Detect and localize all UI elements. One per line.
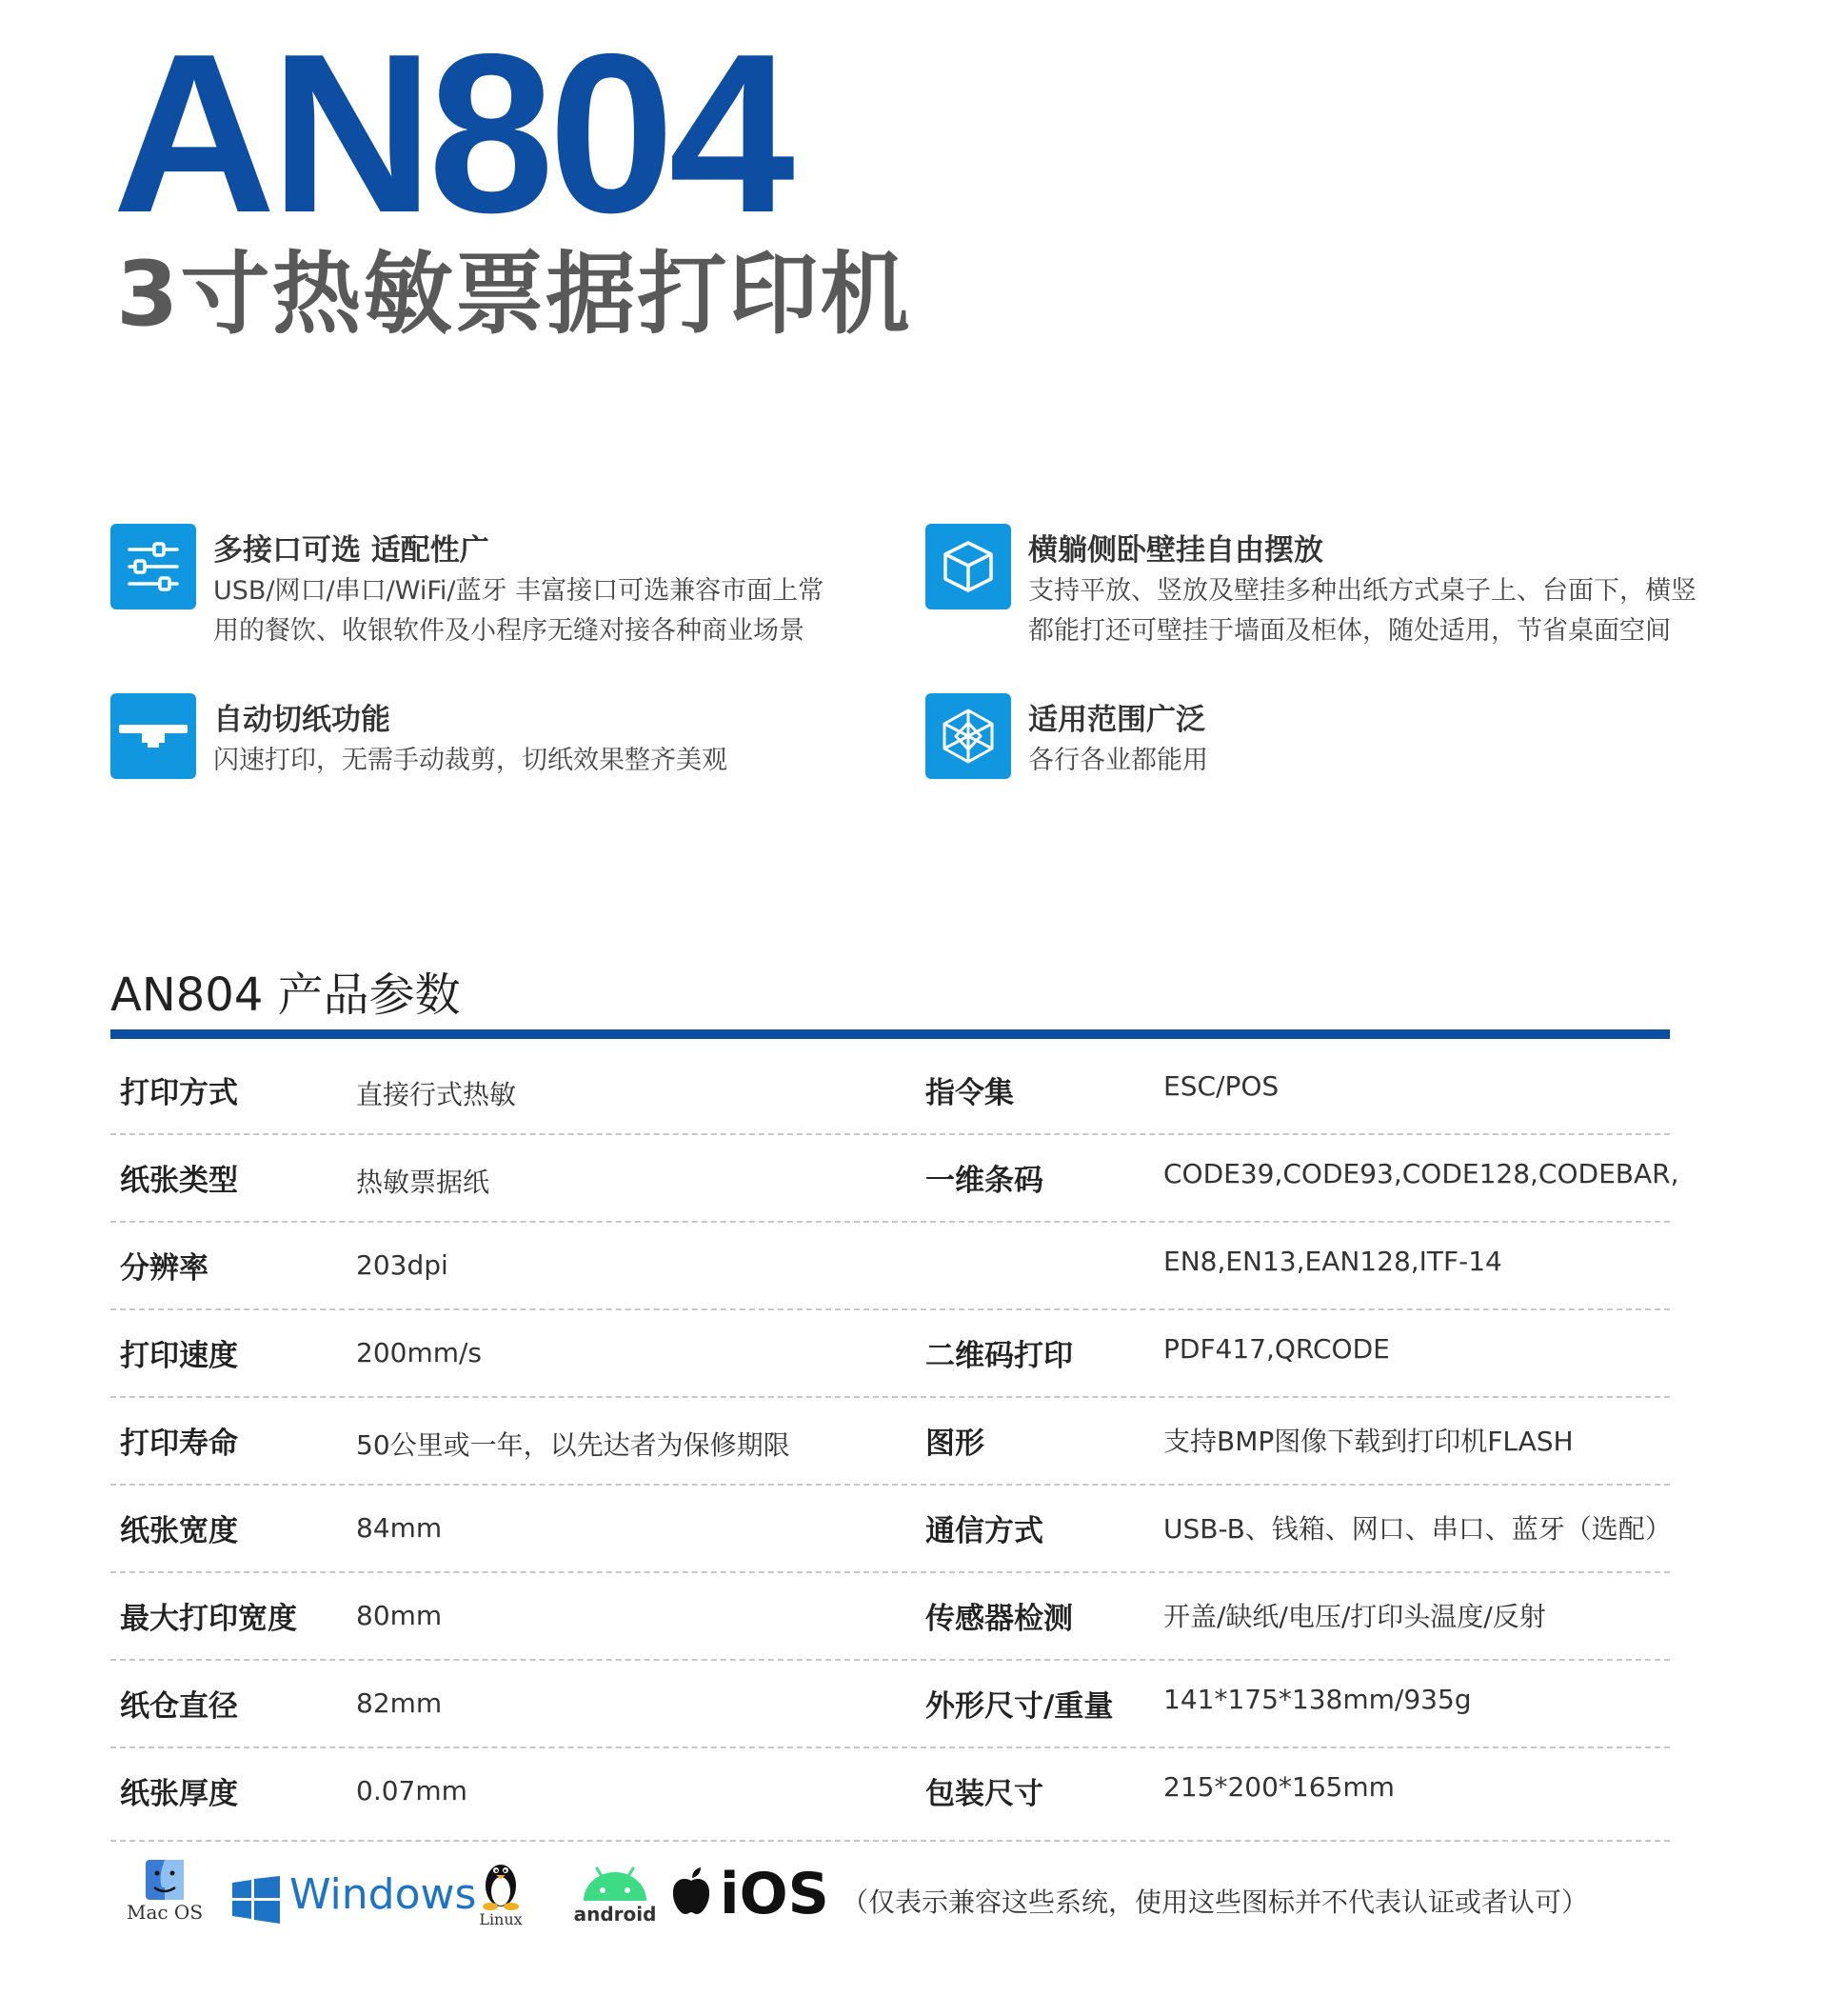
feature-desc-line: 闪速打印，无需手动裁剪，切纸效果整齐美观: [213, 746, 727, 775]
windows-label: Windows: [289, 1870, 477, 1919]
table-row: [110, 1310, 1670, 1398]
feature-desc-line: USB/网口/串口/WiFi/蓝牙 丰富接口可选兼容市面上常: [213, 576, 824, 606]
spec-label: 传感器检测: [925, 1602, 1073, 1636]
spec-value: EN8,EN13,EAN128,ITF-14: [1163, 1246, 1502, 1277]
spec-value: 141*175*138mm/935g: [1163, 1684, 1472, 1715]
table-row: [110, 1661, 1670, 1748]
ios-label: iOS: [720, 1861, 829, 1927]
spec-value: 82mm: [356, 1687, 443, 1719]
product-subtitle: 3寸热敏票据打印机: [116, 243, 912, 347]
feature-wide-use: [925, 693, 1725, 788]
network-cube-icon: [925, 693, 1011, 779]
spec-value: USB-B、钱箱、网口、串口、蓝牙（选配）: [1163, 1513, 1672, 1545]
spec-value: 200mm/s: [356, 1337, 483, 1368]
spec-value: CODE39,CODE93,CODE128,CODEBAR,: [1163, 1158, 1679, 1189]
table-row: [110, 1048, 1670, 1135]
spec-value: 开盖/缺纸/电压/打印头温度/反射: [1163, 1601, 1546, 1632]
spec-value: 215*200*165mm: [1163, 1771, 1395, 1803]
spec-label: 打印速度: [120, 1339, 238, 1373]
feature-description: [1028, 741, 1208, 781]
linux-label: Linux: [479, 1910, 523, 1928]
windows-logo-icon: [232, 1876, 280, 1924]
feature-title: 多接口可选 适配性广: [213, 533, 489, 568]
spec-label: 最大打印宽度: [120, 1602, 297, 1636]
table-row: [110, 1398, 1670, 1486]
spec-value: ESC/POS: [1163, 1070, 1280, 1102]
feature-auto-cut: [110, 693, 910, 788]
spec-label: 指令集: [925, 1076, 1014, 1110]
feature-placement: [925, 524, 1782, 657]
finder-icon: [145, 1859, 185, 1901]
spec-label: 分辨率: [120, 1251, 208, 1286]
specs-heading: AN804 产品参数: [110, 968, 461, 1022]
spec-label: 外形尺寸/重量: [925, 1689, 1114, 1724]
spec-label: 打印方式: [120, 1076, 238, 1110]
table-row: [110, 1223, 1670, 1310]
os-disclaimer: （仅表示兼容这些系统，使用这些图标并不代表认证或者认可）: [842, 1886, 1589, 1918]
feature-multi-interface: [110, 524, 910, 657]
spec-label: 图形: [925, 1427, 984, 1461]
table-row: [110, 1748, 1670, 1842]
feature-title: 自动切纸功能: [213, 703, 390, 737]
spec-label: 二维码打印: [925, 1339, 1073, 1373]
spec-value: 支持BMP图像下载到打印机FLASH: [1163, 1426, 1574, 1457]
apple-logo-icon: [670, 1866, 712, 1916]
spec-value: 84mm: [356, 1512, 443, 1544]
table-row: [110, 1573, 1670, 1661]
feature-desc-line: 各行各业都能用: [1028, 746, 1208, 775]
tux-penguin-icon: [479, 1857, 523, 1910]
feature-title: 横躺侧卧壁挂自由摆放: [1028, 533, 1323, 568]
feature-description: [213, 571, 824, 651]
spec-value: 203dpi: [356, 1249, 448, 1281]
android-label: android: [573, 1903, 657, 1926]
android-robot-icon: [580, 1865, 650, 1903]
spec-value: 50公里或一年，以先达者为保修期限: [356, 1429, 790, 1461]
spec-value: 0.07mm: [356, 1775, 467, 1806]
sliders-icon: [110, 524, 196, 609]
spec-value: PDF417,QRCODE: [1163, 1333, 1390, 1365]
spec-label: 纸张宽度: [120, 1514, 238, 1548]
feature-desc-line: 支持平放、竖放及壁挂多种出纸方式桌子上、台面下，横竖: [1028, 576, 1697, 606]
cube-icon: [925, 524, 1011, 609]
specs-divider-bar: [110, 1029, 1670, 1039]
spec-label: 一维条码: [925, 1164, 1043, 1198]
feature-desc-line: 用的餐饮、收银软件及小程序无缝对接各种商业场景: [213, 616, 804, 646]
spec-value: 热敏票据纸: [356, 1167, 490, 1198]
spec-label: 包装尺寸: [925, 1777, 1043, 1811]
spec-label: 打印寿命: [120, 1427, 238, 1461]
spec-label: 纸张厚度: [120, 1777, 238, 1811]
specs-table: [110, 1048, 1679, 1842]
spec-label: 纸张类型: [120, 1164, 238, 1198]
feature-description: [213, 741, 727, 781]
product-model-title: AN804: [112, 8, 789, 260]
os-compatibility-row: [110, 1857, 1748, 1952]
android-logo: [558, 1865, 672, 1926]
spec-value: 直接行式热敏: [356, 1079, 517, 1110]
table-row: [110, 1486, 1670, 1573]
feature-title: 适用范围广泛: [1028, 703, 1205, 737]
feature-desc-line: 都能打还可壁挂于墙面及柜体，随处适用，节省桌面空间: [1028, 616, 1671, 646]
macos-logo: [122, 1859, 208, 1924]
spec-label: 通信方式: [925, 1514, 1043, 1548]
cutter-icon: [110, 693, 196, 779]
feature-description: [1028, 571, 1697, 651]
spec-value: 80mm: [356, 1600, 443, 1631]
table-row: [110, 1135, 1679, 1223]
linux-logo: [463, 1857, 539, 1928]
spec-label: 纸仓直径: [120, 1689, 238, 1724]
macos-label: Mac OS: [126, 1901, 204, 1924]
